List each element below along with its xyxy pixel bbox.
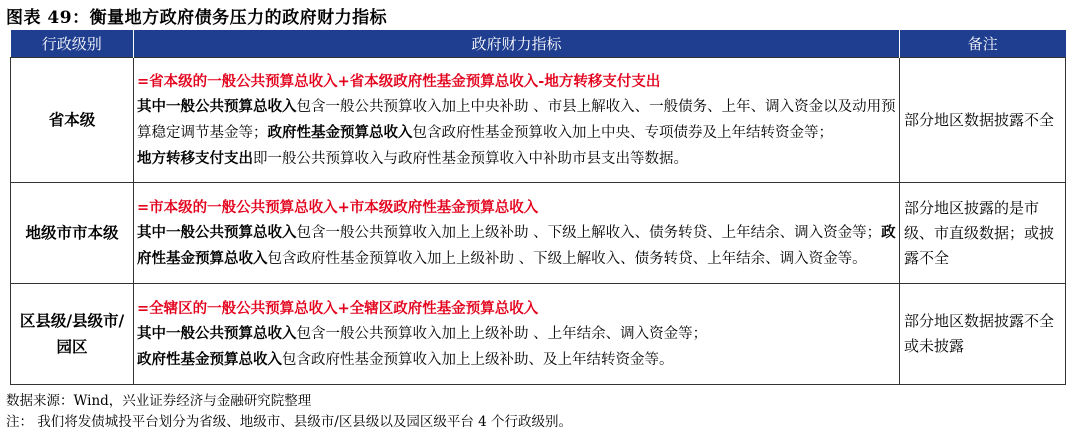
indicator-cell [134,58,900,183]
description: 包含政府性基金预算收入加上上级补助 、下级上解收入、债务转贷、上年结余、调入资金等。 [267,250,867,267]
figure-title: 图表 49：衡量地方政府债务压力的政府财力指标 [6,8,388,28]
level-cell: 地级市市本级 [11,183,134,284]
description: 包含一般公共预算收入加上上级补助 、上年结余、调入资金等； [296,325,708,342]
paragraph [137,347,896,373]
term: 政府性基金预算总收入 [137,223,896,267]
description: 即一般公共预算收入与政府性基金预算收入中补助市县支出等数据。 [253,150,688,167]
level-cell: 省本级 [11,58,134,183]
term: 地方转移支付支出 [137,149,253,167]
formula-text: =省本级的一般公共预算总收入+省本级政府性基金预算总收入-地方转移支付支出 [137,72,661,90]
table-row [11,284,1066,385]
paragraph [137,146,896,172]
header-indicator: 政府财力指标 [134,30,900,58]
source-note: 数据来源：Wind，兴业证券经济与金融研究院整理 [6,393,312,409]
table-header-row [11,30,1066,58]
description: 包含政府性基金预算收入加上中央、专项债券及上年结转资金等； [412,124,833,141]
term: 其中一般公共预算总收入 [137,324,297,342]
note-cell: 部分地区数据披露不全或未披露 [900,284,1066,385]
description: 包含一般公共预算收入加上中央补助 、市县上解收入、一般债务、上年、调入资金以及动用预算稳定调节基金等； [137,98,896,141]
term: 政府性基金预算总收入 [267,123,413,141]
note-cell: 部分地区披露的是市级、市直级数据；或披露不全 [900,183,1066,284]
term: 其中一般公共预算总收入 [137,223,297,241]
note-cell: 部分地区数据披露不全 [900,58,1066,183]
level-cell: 区县级/县级市/园区 [11,284,134,385]
paragraph [137,94,896,146]
header-note: 备注 [900,30,1066,58]
indicator-cell [134,284,900,385]
formula-text: =市本级的一般公共预算总收入+市本级政府性基金预算总收入 [137,198,539,216]
description: 包含政府性基金预算收入加上上级补助、及上年结转资金等。 [282,351,674,368]
header-level: 行政级别 [11,30,134,58]
paragraph [137,321,896,347]
footnote: 注： 我们将发债城投平台划分为省级、地级市、县级市/区县级以及园区级平台 4 个行政级别。 [6,414,573,430]
formula-text: =全辖区的一般公共预算总收入+全辖区政府性基金预算总收入 [137,299,539,317]
table-row [11,183,1066,284]
paragraph [137,220,896,272]
indicator-cell [134,183,900,284]
description: 包含一般公共预算收入加上上级补助 、下级上解收入、债务转贷、上年结余、调入资金等； [296,224,882,241]
term: 政府性基金预算总收入 [137,350,282,368]
table-row [11,58,1066,183]
term: 其中一般公共预算总收入 [137,97,297,115]
indicator-table [10,30,1066,385]
